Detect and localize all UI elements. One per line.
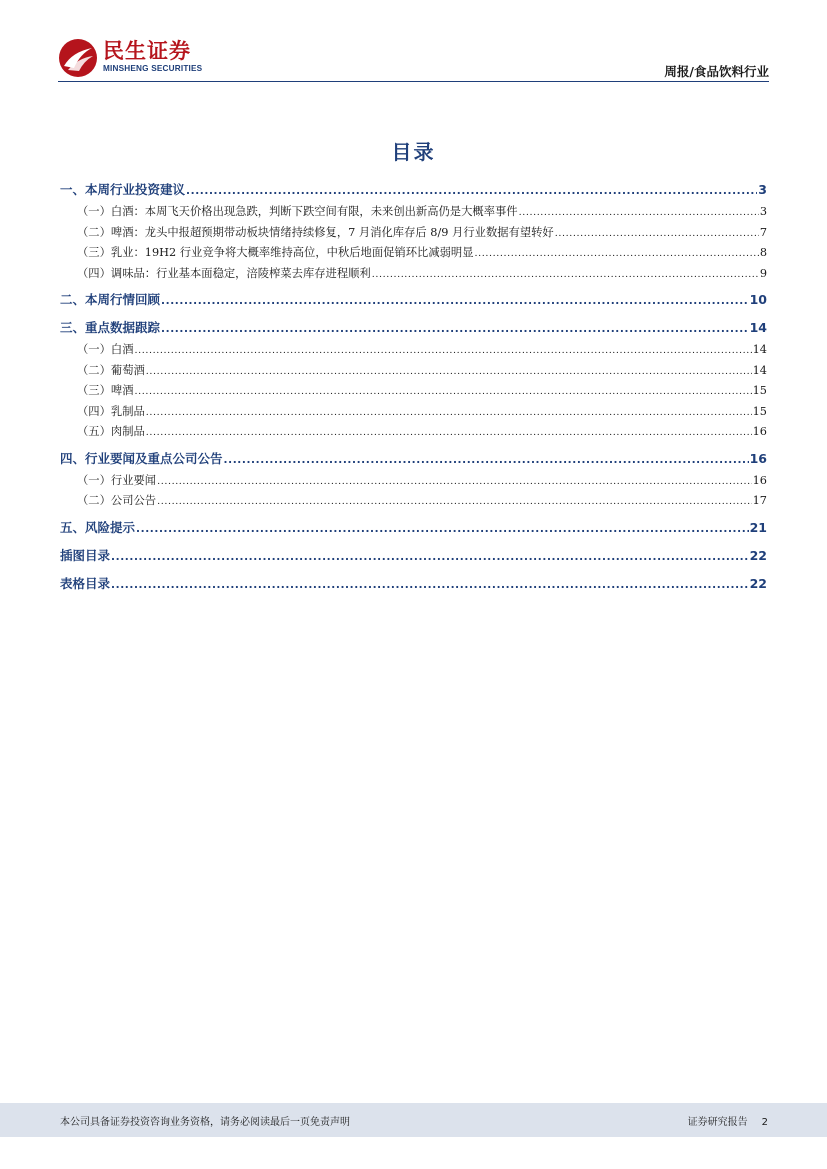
toc-entry-label: （三）啤酒 [77,384,134,397]
footer-disclaimer: 本公司具备证券投资咨询业务资格，请务必阅读最后一页免责声明 [60,1117,350,1128]
toc-leader-dots [161,289,749,313]
toc-leader-dots [136,517,749,541]
toc-entry-label: 插图目录 [60,547,111,563]
toc-subsection-entry[interactable] [60,223,767,244]
toc-section-entry[interactable] [60,316,767,340]
toc-subsection-entry[interactable] [60,243,767,264]
toc-leader-dots [224,448,749,472]
toc-leader-dots [135,341,752,362]
page-header [0,0,827,90]
toc-subsection-entry[interactable] [60,361,767,382]
toc-entry-page: 14 [752,363,767,377]
toc-entry-label: （四）调味品：行业基本面稳定，涪陵榨菜去库存进程顺利 [77,266,371,280]
toc-subsection-entry[interactable] [60,402,767,423]
toc-section-entry[interactable] [60,572,767,596]
toc-entry-page: 3 [759,205,767,218]
toc-entry-page: 15 [752,384,767,397]
toc-title: 目录 [391,140,436,164]
toc-entry-label: 二、本周行情回顾 [60,292,161,307]
minsheng-logo-icon [58,38,98,78]
toc-leader-dots [157,492,752,513]
toc-leader-dots [111,545,749,569]
toc-entry-label: 一、本周行业投资建议 [60,182,186,197]
page-footer [0,1103,827,1137]
toc-entry-label: 四、行业要闻及重点公司公告 [60,450,223,466]
toc-entry-label: （一）白酒：本周飞天价格出现急跌，判断下跌空间有限，未来创出新高仍是大概率事件 [77,205,518,218]
toc-subsection-entry[interactable] [60,340,767,361]
brand-name [103,40,202,74]
toc-entry-label: （二）葡萄酒 [77,363,145,377]
toc-leader-dots [186,179,757,203]
toc-leader-dots [146,403,752,424]
page-number: 2 [761,1117,768,1128]
toc-section-entry[interactable] [60,178,767,202]
toc-leader-dots [372,265,759,286]
toc-entry-page: 16 [749,450,767,466]
toc-leader-dots [475,244,759,265]
toc-entry-label: （二）啤酒：龙头中报超预期带动板块情绪持续修复，7 月消化库存后 8/9 月行业数据有望转好 [77,225,554,239]
toc-entry-label: 表格目录 [60,575,111,591]
toc-subsection-entry[interactable] [60,381,767,402]
toc-entry-page: 15 [752,404,767,418]
toc-entry-label: 三、重点数据跟踪 [60,320,161,335]
report-type: 周报/食品饮料行业 [664,64,769,79]
toc-leader-dots [157,472,752,493]
toc-entry-page: 22 [749,575,767,591]
toc-leader-dots [111,573,749,597]
footer-right [688,1113,768,1128]
brand-name-en: MINSHENG SECURITIES [103,64,203,73]
toc-subsection-entry[interactable] [60,264,767,285]
toc-leader-dots [555,224,759,245]
toc-leader-dots [146,423,752,444]
toc-entry-label: （五）肉制品 [77,425,145,438]
toc-section-entry[interactable] [60,447,767,471]
toc-entry-page: 9 [759,266,767,280]
toc-entry-page: 14 [752,343,767,356]
toc-subsection-entry[interactable] [60,491,767,512]
toc-section-entry[interactable] [60,288,767,312]
toc-subsection-entry[interactable] [60,202,767,223]
table-of-contents [60,178,767,596]
toc-entry-page: 10 [749,292,767,307]
toc-entry-page: 16 [752,425,767,438]
toc-entry-page: 22 [749,547,767,563]
toc-entry-label: 五、风险提示 [60,519,136,535]
header-divider [58,81,769,82]
toc-section-entry[interactable] [60,516,767,540]
toc-entry-label: （一）行业要闻 [77,473,157,487]
toc-subsection-entry[interactable] [60,422,767,443]
toc-entry-page: 17 [752,494,767,507]
toc-entry-label: （四）乳制品 [77,404,145,418]
toc-entry-page: 14 [749,320,767,335]
toc-entry-page: 8 [759,246,767,259]
toc-entry-page: 7 [759,225,767,239]
brand-name-cn: 民生证券 [103,39,191,63]
toc-leader-dots [135,382,752,403]
toc-leader-dots [519,203,759,224]
toc-entry-label: （二）公司公告 [77,494,157,507]
toc-entry-page: 3 [758,182,767,197]
toc-section-entry[interactable] [60,544,767,568]
toc-leader-dots [146,362,752,383]
toc-subsection-entry[interactable] [60,471,767,492]
toc-entry-label: （一）白酒 [77,343,134,356]
footer-doc-type: 证券研究报告 [687,1117,748,1128]
toc-entry-page: 21 [749,519,767,535]
toc-entry-page: 16 [752,473,767,487]
toc-entry-label: （三）乳业：19H2 行业竞争将大概率维持高位，中秋后地面促销环比减弱明显 [77,246,474,259]
toc-leader-dots [161,317,749,341]
